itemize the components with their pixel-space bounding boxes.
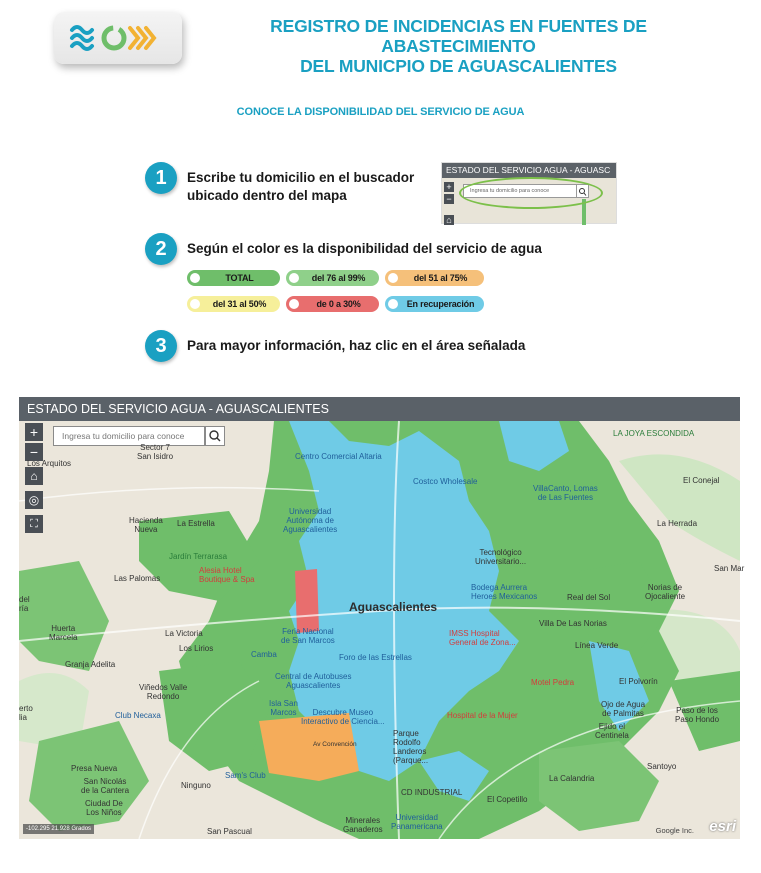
- map-label: El Copetillo: [487, 795, 528, 804]
- map-label: IMSS Hospital General de Zona...: [449, 629, 516, 647]
- map-label: Club Necaxa: [115, 711, 161, 720]
- mini-zoom-out-icon: −: [444, 194, 454, 204]
- legend-0-30-label: de 0 a 30%: [316, 299, 361, 309]
- map-label: La Herrada: [657, 519, 698, 528]
- legend-dot: [388, 273, 398, 283]
- address-search-input[interactable]: Ingresa tu domicilio para conoce: [53, 426, 205, 446]
- map-label: Sam's Club: [225, 771, 266, 780]
- mini-search-input: Ingresa tu domicilio para conoce: [463, 184, 589, 198]
- legend-dot: [190, 299, 200, 309]
- map-label: La Calandria: [549, 774, 595, 783]
- map-label: Real del Sol: [567, 593, 611, 602]
- map-label: Ojo de Agua de Palmitas: [601, 700, 646, 718]
- map-label: Parque Rodolfo Landeros (Parque...: [393, 729, 429, 765]
- map-label: CD INDUSTRIAL: [401, 788, 463, 797]
- map-label: Descubre Museo Interactivo de Ciencia...: [301, 708, 385, 726]
- legend-dot: [289, 273, 299, 283]
- city-label: Aguascalientes: [349, 600, 438, 614]
- map-label: Villa De Las Norias: [539, 619, 607, 628]
- legend-dot: [190, 273, 200, 283]
- map-label: Isla San Marcos: [269, 699, 298, 717]
- map-canvas[interactable]: [19, 421, 745, 839]
- map-label: Centro Comercial Altaria: [295, 452, 382, 461]
- map-label: Los Lirios: [179, 644, 214, 653]
- coordinates-readout: -102.295 21.928 Grados: [23, 824, 94, 834]
- step-2-number: 2: [145, 233, 177, 265]
- legend-76-99-label: del 76 al 99%: [311, 273, 366, 283]
- legend-total: [187, 270, 280, 286]
- map-label: Bodega Aurrera Heroes Mexicanos: [471, 583, 538, 601]
- legend-total-label: TOTAL: [225, 273, 254, 283]
- map-label: Costco Wholesale: [413, 477, 478, 486]
- map-label: Ninguno: [181, 781, 211, 790]
- map-label: erto lia: [19, 704, 33, 722]
- legend-31-50: [187, 296, 280, 312]
- legend-dot: [289, 299, 299, 309]
- page-subtitle: CONOCE LA DISPONIBILIDAD DEL SERVICIO DE AGUA: [236, 106, 525, 118]
- legend-51-75: [385, 270, 484, 286]
- map-label: Minerales Ganaderos: [343, 816, 383, 834]
- locate-button[interactable]: [25, 491, 43, 509]
- map-widget[interactable]: [19, 397, 745, 839]
- map-label: La Estrella: [177, 519, 215, 528]
- map-label: San Nicolás de la Cantera: [81, 777, 130, 795]
- page-title-line2: DEL MUNICPIO DE AGUASCALIENTES: [300, 56, 617, 76]
- map-label: Feria Nacional de San Marcos: [281, 627, 335, 645]
- mini-title-bar: ESTADO DEL SERVICIO AGUA - AGUASC: [442, 163, 616, 178]
- legend-recuperacion-label: En recuperación: [406, 299, 475, 309]
- page-title: [196, 16, 721, 76]
- legend-0-30: [286, 296, 379, 312]
- step-3-text: Para mayor información, haz clic en el área señalada: [187, 338, 526, 353]
- water-recycle-arrows-logo: [68, 20, 168, 56]
- map-label: Presa Nueva: [71, 764, 118, 773]
- search-preview-image: [441, 162, 617, 224]
- legend-dot: [388, 299, 398, 309]
- map-label: LA JOYA ESCONDIDA: [613, 429, 695, 438]
- highlight-oval: [459, 177, 603, 209]
- map-label: Alesia Hotel Boutique & Spa: [199, 566, 255, 584]
- map-label: del ría: [19, 595, 30, 613]
- map-label: Ejido el Centinela: [595, 722, 629, 740]
- map-label: Hospital de la Mujer: [447, 711, 518, 720]
- map-label: El Conejal: [683, 476, 720, 485]
- map-label: VillaCanto, Lomas de Las Fuentes: [533, 484, 598, 502]
- map-label: Las Palomas: [114, 574, 161, 583]
- legend-51-75-label: del 51 al 75%: [413, 273, 468, 283]
- home-button[interactable]: [25, 467, 43, 485]
- map-label: Motel Pedra: [531, 678, 575, 687]
- step-1-number: 1: [145, 162, 177, 194]
- map-label: San Pascual: [207, 827, 252, 836]
- map-label: Central de Autobuses Aguascalientes: [275, 672, 352, 690]
- map-label: Viñedos Valle Redondo: [139, 683, 188, 701]
- logo-card: [54, 12, 182, 64]
- mini-home-icon: ⌂: [444, 215, 454, 225]
- map-label: Granja Adelita: [65, 660, 116, 669]
- step-2-text: Según el color es la disponibilidad del servicio de agua: [187, 241, 542, 256]
- mini-zoom-in-icon: +: [444, 182, 454, 192]
- search-button[interactable]: [205, 426, 225, 446]
- fullscreen-button[interactable]: [25, 515, 43, 533]
- esri-logo: esri: [709, 818, 736, 835]
- map-label: Norias de Ojocaliente: [645, 583, 686, 601]
- search-icon: [206, 427, 224, 445]
- zoom-in-button[interactable]: +: [25, 423, 43, 441]
- map-attribution: Google Inc.: [655, 826, 694, 835]
- map-label: La Victoria: [165, 629, 203, 638]
- fullscreen-icon: ⛶: [30, 518, 38, 530]
- map-label: Universidad Autónoma de Aguascalientes: [283, 507, 338, 534]
- home-icon: ⌂: [30, 469, 38, 483]
- zoom-out-button[interactable]: −: [25, 443, 43, 461]
- locate-icon: ◎: [28, 493, 40, 507]
- map-label: Camba: [251, 650, 277, 659]
- map-title-bar: ESTADO DEL SERVICIO AGUA - AGUASCALIENTES: [19, 397, 740, 421]
- step-1-text: [187, 169, 414, 205]
- map-label: Huerta Marcela: [49, 624, 78, 642]
- map-label: San Mar: [714, 564, 745, 573]
- map-label: Foro de las Estrellas: [339, 653, 412, 662]
- map-label: Universidad Panamericana: [391, 813, 443, 831]
- legend-31-50-label: del 31 al 50%: [212, 299, 267, 309]
- map-label: Sector 7 San Isidro: [137, 443, 174, 461]
- map-label: Línea Verde: [575, 641, 619, 650]
- map-label: Av Convención: [313, 741, 357, 748]
- page-title-line1: REGISTRO DE INCIDENCIAS EN FUENTES DE ABASTECIMIENTO: [270, 16, 647, 56]
- map-label: Ciudad De Los Niños: [85, 799, 123, 817]
- map-label: Santoyo: [647, 762, 677, 771]
- map-label: Tecnológico Universitario...: [475, 548, 527, 566]
- step-1-line2: ubicado dentro del mapa: [187, 188, 347, 203]
- map-label: Paso de los Paso Hondo: [675, 706, 720, 724]
- legend-76-99: [286, 270, 379, 286]
- step-3-number: 3: [145, 330, 177, 362]
- map-label: Jardín Terrarasa: [169, 552, 228, 561]
- map-label: El Polvorín: [619, 677, 658, 686]
- map-label: Los Arquitos: [27, 459, 72, 468]
- legend-recuperacion: [385, 296, 484, 312]
- step-1-line1: Escribe tu domicilio en el buscador: [187, 170, 415, 185]
- map-label: Hacienda Nueva: [129, 516, 163, 534]
